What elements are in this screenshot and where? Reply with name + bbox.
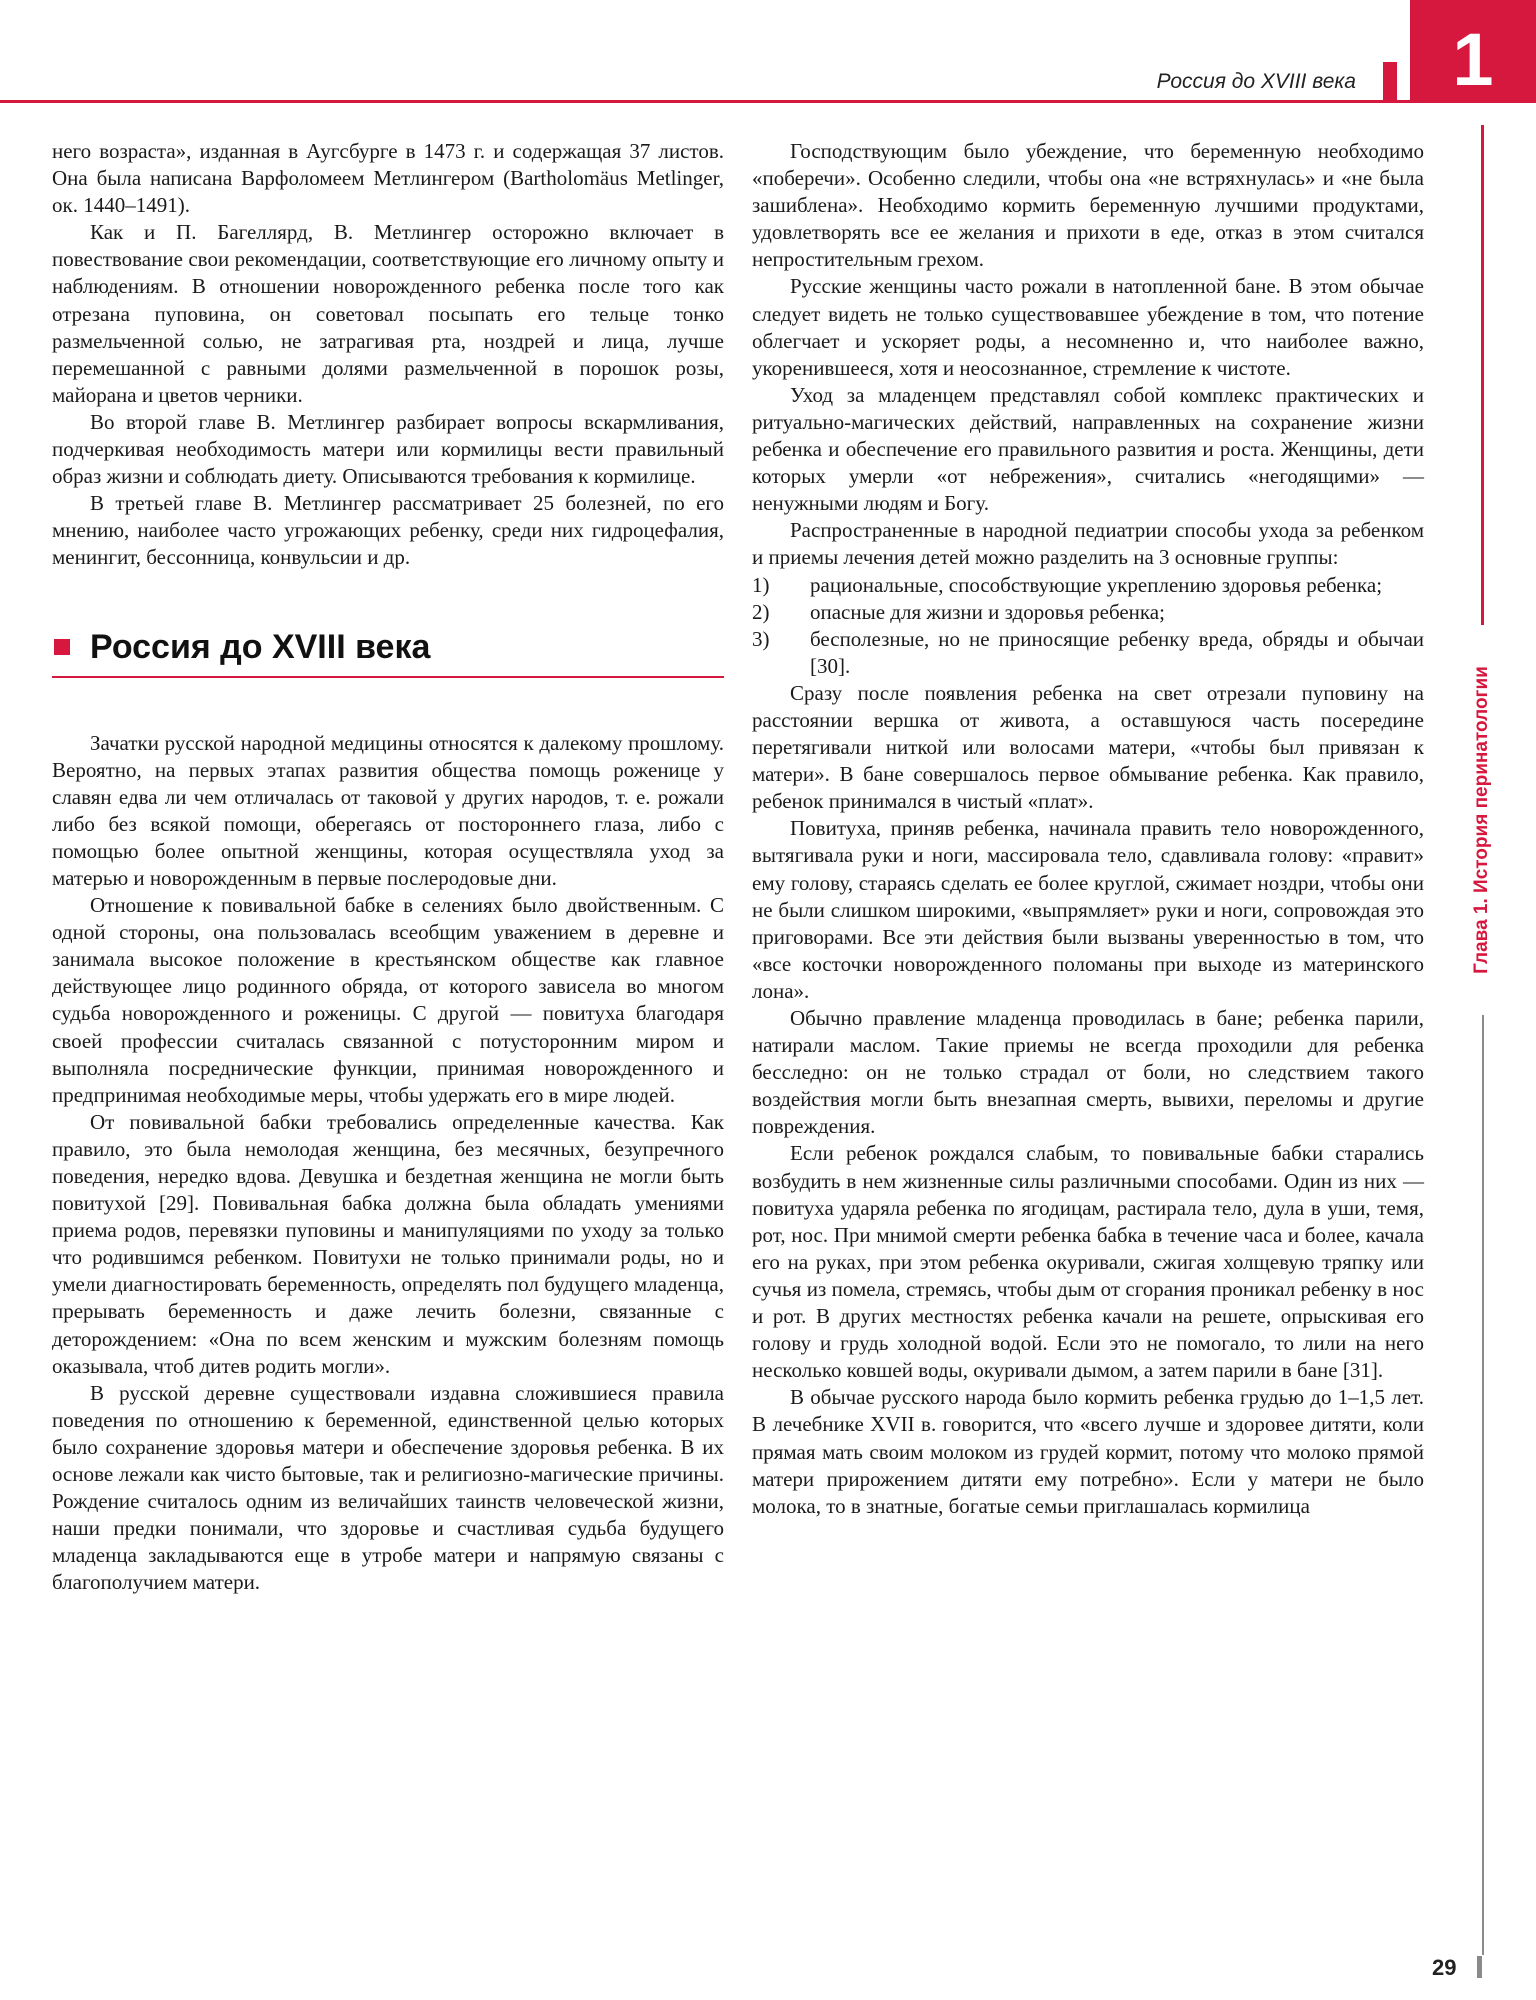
list-item-number: 1) (752, 572, 770, 597)
list-item-text: опасные для жизни и здоровья ребенка; (810, 599, 1165, 624)
section-bullet-icon (54, 639, 70, 655)
list-item-text: рациональные, способствующие укреплению здоровья ребенка; (810, 572, 1383, 597)
paragraph: Во второй главе В. Метлингер разбирает вопросы вскармливания, подчеркивая необходимость матери или кормилицы вести правильный образ жизни и соблюдать диету. Описываются требования к кормилице. (52, 409, 724, 489)
paragraph: Сразу после появления ребенка на свет отрезали пуповину на расстоянии вершка от живота, а оставшуюся часть посередине перетягивали ниткой или волосами матери, «чтобы был привязан к матери». В бане совершалось первое обмывание ребенка. Как правило, ребенок принимался в чистый «плат». (752, 680, 1424, 814)
list-item (752, 626, 1424, 680)
list-item-number: 2) (752, 599, 770, 624)
side-rail-line-top (1481, 125, 1484, 625)
paragraph: В обычае русского народа было кормить ребенка грудью до 1–1,5 лет. В лечебнике XVII в. говорится, что «всего лучше и здоровее дитяти, коли прямая мать своим молоком из грудей кормит, потому что молоко прямой матери прирожением дитяти ему потребно». Если у матери не было молока, то в знатные, богатые семьи приглашалась кормилица (752, 1385, 1424, 1518)
side-rail-line-bottom (1482, 1015, 1484, 1955)
paragraph: Распространенные в народной педиатрии способы ухода за ребенком и приемы лечения детей можно разделить на 3 основные группы: (752, 518, 1424, 570)
header-accent-bar (1383, 62, 1397, 102)
paragraph: В русской деревне существовали издавна сложившиеся правила поведения по отношению к беременной, единственной целью которых было сохранение здоровья матери и обеспечение здоровья ребенка. В их основе лежали как чисто бытовые, так и религиозно-магические причины. Рождение считалось одним из величайших таинств человеческой жизни, наши предки понимали, что здоровье и счастливая судьба будущего младенца закладываются еще в утробе матери и напрямую связаны с благополучием матери. (52, 1380, 724, 1595)
paragraph: Русские женщины часто рожали в натопленной бане. В этом обычае следует видеть не только существовавшее убеждение в том, что потение облегчает и ускоряет роды, а несомненно и, что наиболее важно, укоренившееся, хотя и неосознанное, стремление к чистоте. (752, 274, 1424, 380)
list-item-text: бесполезные, но не приносящие ребенку вреда, обряды и обычаи [30]. (810, 626, 1424, 678)
paragraph: Зачатки русской народной медицины относятся к далекому прошлому. Вероятно, на первых этапах развития общества помощь роженице у славян едва ли чем отличалась от таковой у других народов, т. е. рожали либо без всякой помощи, оберегаясь от постороннего глаза, либо с помощью более опытной женщины, которая осуществляла уход за матерью и новорожденным в первые послеродовые дни. (52, 730, 724, 890)
header-rule (0, 100, 1410, 103)
paragraph: В третьей главе В. Метлингер рассматривает 25 болезней, по его мнению, наиболее часто угрожающих ребенку, среди них гидроцефалия, менингит, бессонница, конвульсии и др. (52, 491, 724, 570)
section-title: Россия до XVIII века (90, 627, 431, 666)
paragraph: Повитуха, приняв ребенка, начинала править тело новорожденного, вытягивала руки и ноги, массировала тело, сдавливала голову: «правит» ему голову, стараясь сделать ее более круглой, сжимает ноздри, чтобы они не были слишком широкими, «выпрямляет» руки и ноги, сопровождая это приговорами. Все эти действия были вызваны уверенностью в том, что «все косточки новорожденного поломаны при выходе из материнского лона». (752, 816, 1424, 1003)
paragraph: него возраста», изданная в Аугсбурге в 1473 г. и содержащая 37 листов. Она была написана Варфоломеем Метлингером (Bartholomäus Metlinger, ок. 1440–1491). (52, 139, 724, 218)
groups-list (752, 572, 1424, 680)
section-heading (52, 622, 724, 678)
paragraph: Уход за младенцем представлял собой комплекс практических и ритуально-магических действий, направленных на сохранение жизни ребенка и обеспечение его правильного развития и роста. Женщины, дети которых умерли «от небрежения», считались «негодящими» — ненужными людям и Богу. (752, 382, 1424, 516)
paragraph: Если ребенок рождался слабым, то повивальные бабки старались возбудить в нем жизненные силы различными способами. Один из них — повитуха ударяла ребенка по ягодицам, растирала тело, дула в уши, темя, рот, нос. При мнимой смерти ребенка бабка в течение часа и более, качала его на руках, при этом ребенка окуривали, сжигая холщевую тряпку или сучья из помела, стремясь, чтобы дым от сгорания проникал ребенку в нос и рот. В других местностях ребенка качали на решете, опрыскивая его голову и грудь холодной водой. Если это не помогало, то лили на него несколько ковшей воды, окуривали дымом, а затем парили в бане [31]. (752, 1141, 1424, 1383)
side-rail-chapter-text: Глава 1. История перинатологии (1471, 656, 1493, 984)
list-item (752, 572, 1424, 599)
paragraph: От повивальной бабки требовались определенные качества. Как правило, это была немолодая женщина, без месячных, безупречного поведения, нередко вдова. Девушка и бездетная женщина не могли быть повитухой [29]. Повивальная бабка должна была обладать умениями приема родов, перевязки пуповины и манипуляциями по уходу за только что родившимся ребенком. Повитухи не только принимали роды, но и умели диагностировать беременность, определять пол будущего младенца, прерывать беременность и даже лечить болезни, связанные с деторождением: «Она по всем женским и мужским болезням помощь оказывала, чтоб дитев родить могли». (52, 1109, 724, 1378)
right-column (752, 138, 1424, 1520)
page-number-bar (1477, 1956, 1482, 1978)
paragraph: Господствующим было убеждение, что беременную необходимо «поберечи». Особенно следили, чтобы она «не встряхнулась» и «не была зашиблена». Необходимо кормить беременную лучшими продуктами, удовлетворять все ее желания и прихоти в еде, отказ в этом считался непростительным грехом. (752, 139, 1424, 272)
chapter-number-tab: 1 (1410, 0, 1536, 103)
list-item (752, 599, 1424, 626)
paragraph: Отношение к повивальной бабке в селениях было двойственным. С одной стороны, она пользовалась всеобщим уважением в деревне и занимала высокое положение в крестьянском обществе как главное действующее лицо родинного обряда, от которого зависела во многом судьба новорожденного и роженицы. С другой — повитуха благодаря своей профессии считалась связанной с потусторонним миром и выполняла посреднические функции, принимая новорожденного и предпринимая необходимые меры, чтобы удержать его в мире людей. (52, 893, 724, 1107)
page-number: 29 (1432, 1955, 1457, 1980)
left-column (52, 138, 724, 1597)
list-item-number: 3) (752, 626, 770, 651)
paragraph: Как и П. Багеллярд, В. Метлингер осторожно включает в повествование свои рекомендации, соответствующие его личному опыту и наблюдениям. В отношении новорожденного ребенка после того как отрезана пуповина, он советовал посыпать его тельце тонко размельченной солью, не затрагивая рта, ноздрей и лица, лучше перемешанной с равными долями размельченной в порошок розы, майорана и цветов черники. (52, 220, 724, 407)
running-header-title: Россия до XVIII века (1156, 70, 1356, 93)
paragraph: Обычно правление младенца проводилась в бане; ребенка парили, натирали маслом. Такие приемы не всегда проходили для ребенка бесследно: он не только страдал от боли, но следствием такого воздействия могли быть внезапная смерть, вывихи, переломы и другие повреждения. (752, 1006, 1424, 1139)
